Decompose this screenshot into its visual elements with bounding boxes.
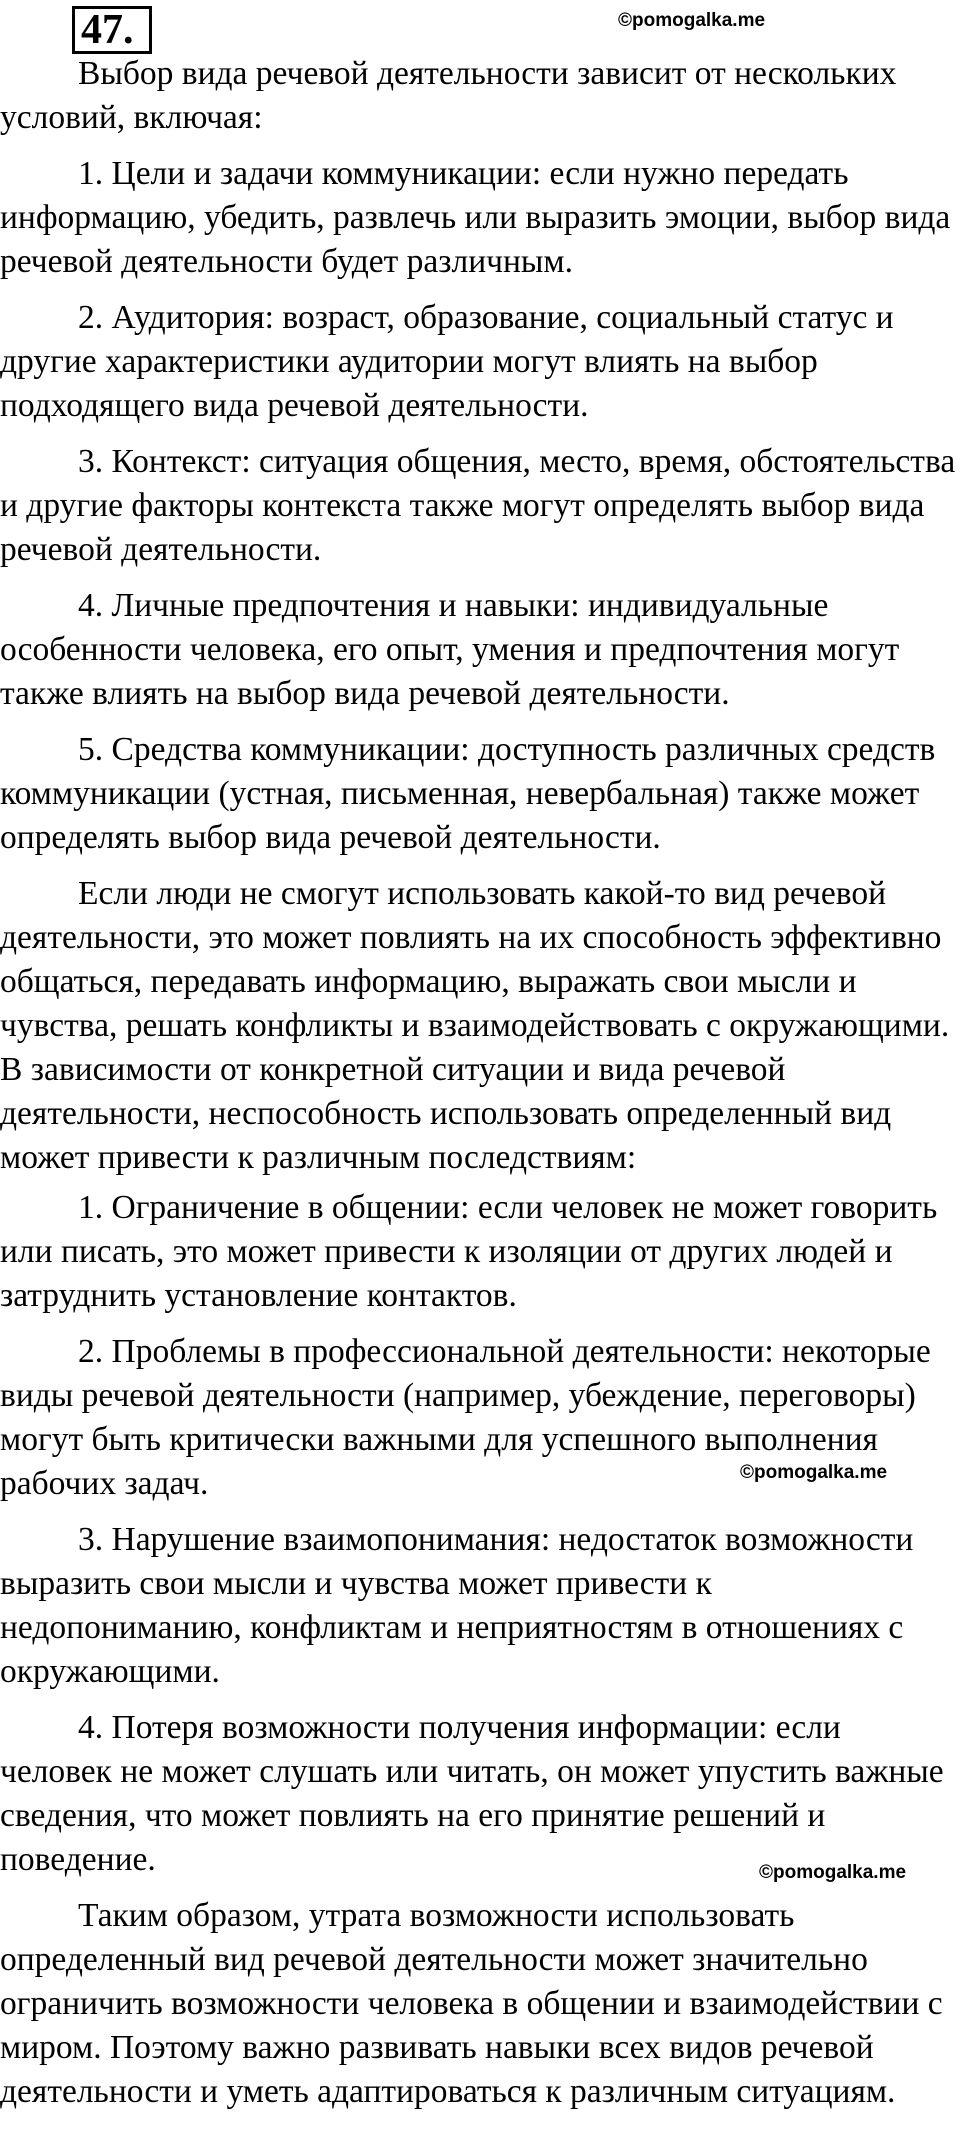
paragraph-condition-2: 2. Аудитория: возраст, образование, социальный статус и другие характеристики аудитории могут влиять на выбор подходящего вида речевой деятельности. bbox=[0, 299, 894, 424]
paragraph-consequence-4: 4. Потеря возможности получения информации: если человек не может слушать или читать, он может упустить важные сведения, что может повлиять на его принятие решений и поведение. bbox=[0, 1709, 944, 1878]
paragraph-condition-4: 4. Личные предпочтения и навыки: индивидуальные особенности человека, его опыт, умения и предпочтения могут также влиять на выбор вида речевой деятельности. bbox=[0, 587, 900, 712]
paragraph-condition-1: 1. Цели и задачи коммуникации: если нужно передать информацию, убедить, развлечь или выразить эмоции, выбор вида речевой деятельности будет различным. bbox=[0, 155, 951, 280]
paragraph-consequence-1: 1. Ограничение в общении: если человек не может говорить или писать, это может привести к изоляции от других людей и затруднить установление контактов. bbox=[0, 1189, 938, 1314]
watermark-bottom: ©pomogalka.me bbox=[759, 1862, 907, 1883]
task-number-box: 47. bbox=[72, 6, 152, 54]
paragraph-consequence-2: 2. Проблемы в профессиональной деятельности: некоторые виды речевой деятельности (например, убеждение, переговоры) могут быть критически важными для успешного выполнения рабочих задач. bbox=[0, 1333, 931, 1502]
paragraph-consequence-3: 3. Нарушение взаимопонимания: недостаток возможности выразить свои мысли и чувства может привести к недопониманию, конфликтам и неприятностям в отношениях с окружающими. bbox=[0, 1521, 914, 1690]
paragraph-intro: Выбор вида речевой деятельности зависит от нескольких условий, включая: bbox=[0, 55, 897, 136]
answer-text bbox=[0, 52, 958, 2126]
paragraph-condition-5: 5. Средства коммуникации: доступность различных средств коммуникации (устная, письменная, невербальная) также может определять выбор вида речевой деятельности. bbox=[0, 731, 936, 856]
paragraph-consequences-intro: Если люди не смогут использовать какой-то вид речевой деятельности, это может повлиять на их способность эффективно общаться, передавать информацию, выражать свои мысли и чувства, решать конфликты и взаимодействовать с окружающими. В зависимости от конкретной ситуации и вида речевой деятельности, неспособность использовать определенный вид может привести к различным последствиям: bbox=[0, 875, 950, 1176]
paragraph-condition-3: 3. Контекст: ситуация общения, место, время, обстоятельства и другие факторы контекста также могут определять выбор вида речевой деятельности. bbox=[0, 443, 956, 568]
paragraph-conclusion: Таким образом, утрата возможности использовать определенный вид речевой деятельности может значительно ограничить возможности человека в общении и взаимодействии с миром. Поэтому важно развивать навыки всех видов речевой деятельности и уметь адаптироваться к различным ситуациям. bbox=[0, 1897, 943, 2110]
watermark-top: ©pomogalka.me bbox=[618, 10, 766, 31]
watermark-middle: ©pomogalka.me bbox=[740, 1462, 888, 1483]
